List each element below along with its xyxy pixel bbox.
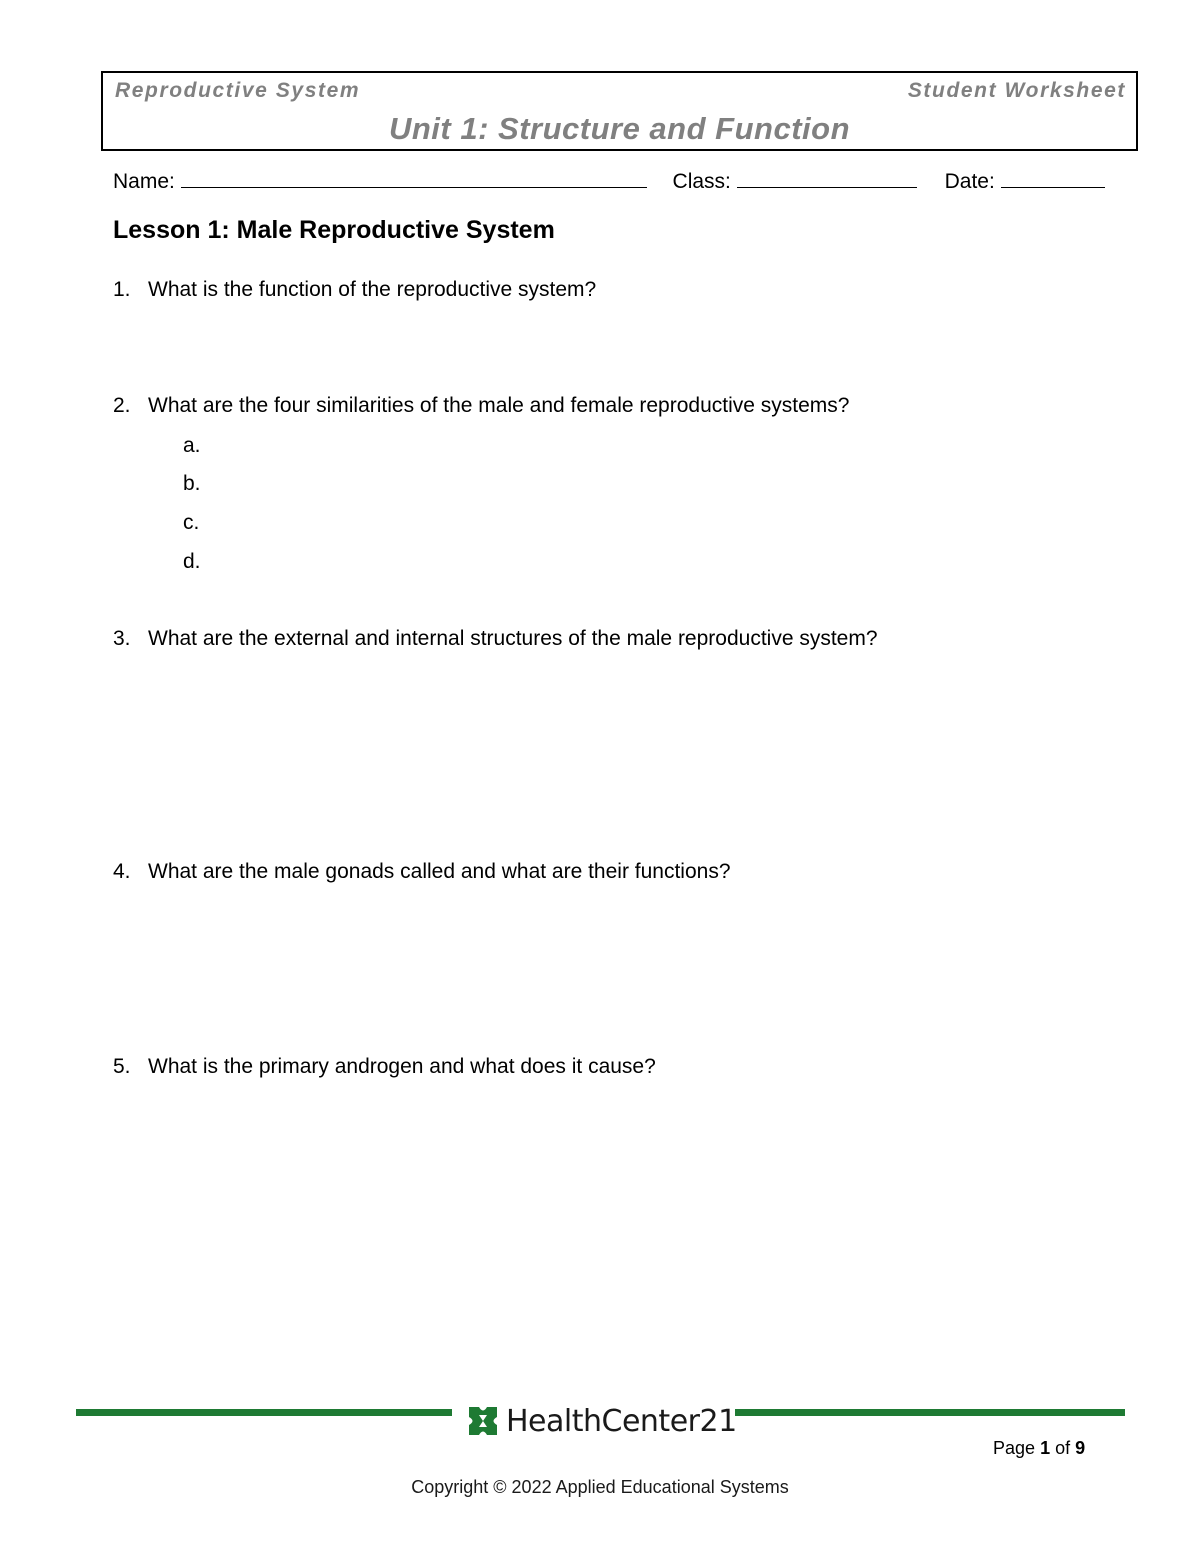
brand-name: HealthCenter21 [506, 1403, 737, 1439]
sub-item-d: d. [183, 550, 201, 573]
healthcenter-logo-icon [468, 1406, 498, 1436]
question-text: What are the four similarities of the male and female reproductive systems? [148, 394, 850, 417]
unit-title: Unit 1: Structure and Function [388, 111, 851, 146]
name-blank[interactable] [181, 167, 647, 188]
page-number [993, 1438, 1085, 1459]
date-label: Date: [944, 170, 995, 193]
question-3 [113, 627, 878, 651]
worksheet-header [101, 71, 1138, 151]
sub-item-a: a. [183, 434, 201, 457]
question-text: What are the male gonads called and what are their functions? [148, 860, 731, 883]
date-blank[interactable] [1001, 167, 1105, 188]
sub-item-b: b. [183, 472, 201, 495]
question-1 [113, 278, 596, 302]
page-current: 1 [1040, 1438, 1051, 1458]
question-number: 1. [113, 278, 131, 301]
question-number: 4. [113, 860, 131, 883]
footer-rule-left [76, 1409, 452, 1416]
sub-item-c: c. [183, 511, 200, 534]
page-total: 9 [1075, 1438, 1086, 1458]
question-2 [113, 394, 849, 418]
question-5 [113, 1055, 656, 1079]
healthcenter21-logo [468, 1400, 737, 1442]
question-text: What are the external and internal structures of the male reproductive system? [148, 627, 878, 650]
copyright-notice: Copyright © 2022 Applied Educational Systems [411, 1477, 789, 1497]
class-blank[interactable] [737, 167, 917, 188]
page-word: Page [993, 1438, 1036, 1458]
footer-rule-right [735, 1409, 1125, 1416]
name-label: Name: [113, 170, 175, 193]
question-4 [113, 860, 731, 884]
question-number: 3. [113, 627, 131, 650]
doc-type-label: Student Worksheet [907, 79, 1126, 102]
page-of-word: of [1055, 1438, 1071, 1458]
student-info-fields [113, 167, 1105, 194]
question-number: 5. [113, 1055, 131, 1078]
lesson-title: Lesson 1: Male Reproductive System [113, 216, 555, 244]
class-label: Class: [672, 170, 731, 193]
question-text: What is the primary androgen and what does it cause? [148, 1055, 656, 1078]
subject-label: Reproductive System [115, 79, 361, 102]
question-text: What is the function of the reproductive system? [148, 278, 597, 301]
question-number: 2. [113, 394, 131, 417]
